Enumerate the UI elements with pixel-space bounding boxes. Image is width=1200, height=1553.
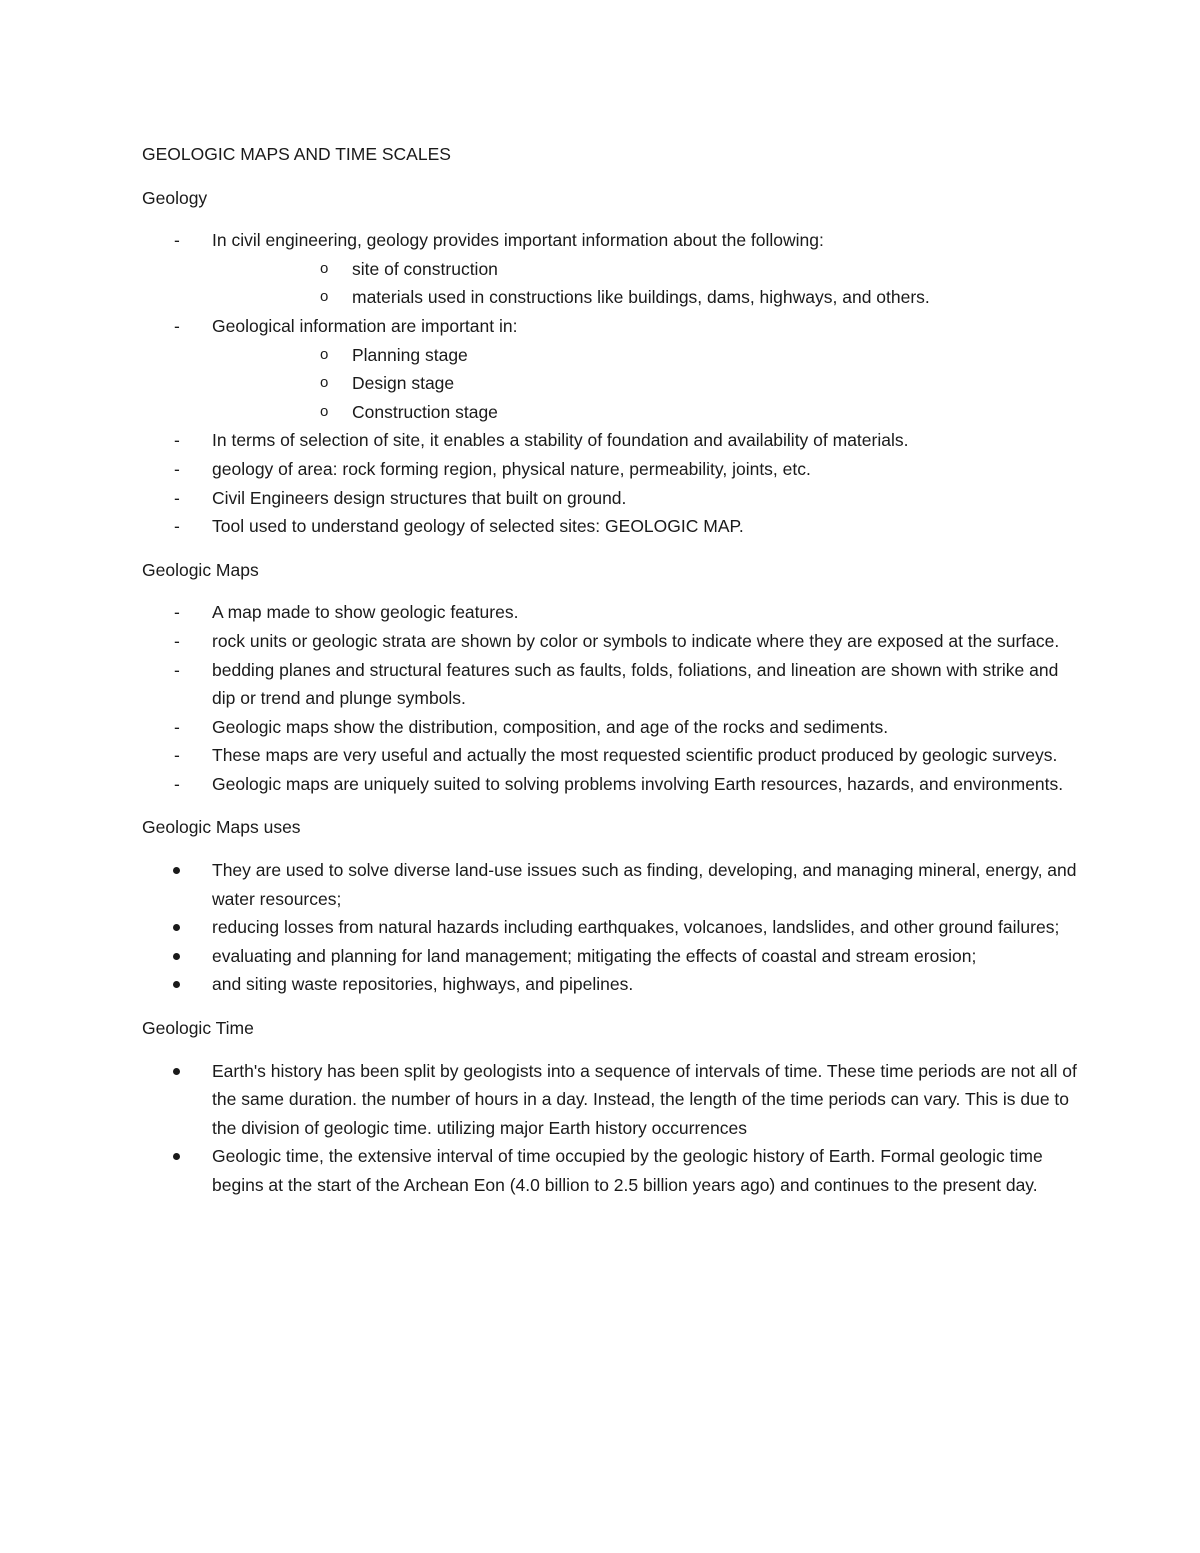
list-item-text: geology of area: rock forming region, physical nature, permeability, joints, etc.	[212, 458, 811, 479]
list-item-text: reducing losses from natural hazards including earthquakes, volcanoes, landslides, and other ground failures;	[212, 917, 1060, 938]
list-item-text: Earth's history has been split by geologists into a sequence of intervals of time. These time periods are not all of the same duration. the number of hours in a day. Instead, the length of the time periods can vary. This is due to the division of geologic time. utilizing major Earth history occurrences	[212, 1060, 1077, 1138]
dash-marker: -	[174, 430, 180, 451]
document-page	[142, 140, 1082, 1200]
list-item	[142, 226, 1082, 312]
bullet-icon	[173, 867, 180, 874]
geologic-maps-list	[142, 598, 1082, 798]
list-item-text: Tool used to understand geology of selected sites: GEOLOGIC MAP.	[212, 516, 744, 537]
list-item	[142, 598, 1082, 627]
circle-marker: o	[320, 345, 329, 363]
list-item	[142, 455, 1082, 484]
list-item	[142, 627, 1082, 656]
bullet-icon	[173, 981, 180, 988]
section-heading-geology: Geology	[142, 187, 208, 208]
sub-list	[212, 255, 1082, 312]
dash-marker: -	[174, 315, 180, 336]
sub-list-item	[212, 369, 1082, 398]
list-item-text: These maps are very useful and actually the most requested scientific product produced by geologic surveys.	[212, 745, 1058, 766]
list-item-text: bedding planes and structural features such as faults, folds, foliations, and lineation are shown with strike and dip or trend and plunge symbols.	[212, 659, 1059, 709]
dash-marker: -	[174, 745, 180, 766]
list-item-text: In terms of selection of site, it enables a stability of foundation and availability of materials.	[212, 430, 909, 451]
circle-marker: o	[320, 374, 329, 392]
list-item	[142, 1142, 1082, 1199]
list-item-text: Geologic time, the extensive interval of time occupied by the geologic history of Earth. Formal geologic time begins at the start of the Archean Eon (4.0 billion to 2.5 billion years ago) and continues to the present day.	[212, 1146, 1043, 1195]
sub-list-item-text: Construction stage	[352, 401, 498, 422]
dash-marker: -	[174, 487, 180, 508]
list-item-text: Geologic maps are uniquely suited to solving problems involving Earth resources, hazards, and environments.	[212, 773, 1064, 794]
circle-marker: o	[320, 402, 329, 420]
sub-list-item	[212, 255, 1082, 284]
list-item-text: Civil Engineers design structures that built on ground.	[212, 487, 627, 508]
sub-list-item	[212, 341, 1082, 370]
sub-list-item-text: Planning stage	[352, 344, 468, 365]
list-item	[142, 913, 1082, 942]
list-item	[142, 942, 1082, 971]
section-heading-geologic-maps-uses: Geologic Maps uses	[142, 817, 301, 838]
list-item	[142, 426, 1082, 455]
section-heading-geologic-time: Geologic Time	[142, 1018, 254, 1039]
geologic-maps-uses-list	[142, 856, 1082, 999]
bullet-icon	[173, 924, 180, 931]
bullet-icon	[173, 1068, 180, 1075]
list-item-text: In civil engineering, geology provides important information about the following:	[212, 230, 824, 251]
list-item	[142, 770, 1082, 799]
dash-marker: -	[174, 602, 180, 623]
sub-list-item-text: site of construction	[352, 258, 498, 279]
sub-list-item-text: materials used in constructions like buildings, dams, highways, and others.	[352, 287, 930, 308]
list-item-text: and siting waste repositories, highways, and pipelines.	[212, 974, 634, 995]
list-item	[142, 1057, 1082, 1143]
list-item-text: evaluating and planning for land management; mitigating the effects of coastal and stream erosion;	[212, 945, 977, 966]
list-item	[142, 741, 1082, 770]
geology-list	[142, 226, 1082, 541]
list-item-text: rock units or geologic strata are shown by color or symbols to indicate where they are exposed at the surface.	[212, 630, 1060, 651]
geologic-time-list	[142, 1057, 1082, 1200]
sub-list-item	[212, 398, 1082, 427]
list-item	[142, 713, 1082, 742]
section-heading-geologic-maps: Geologic Maps	[142, 559, 259, 580]
list-item	[142, 656, 1082, 713]
document-title: GEOLOGIC MAPS AND TIME SCALES	[142, 144, 451, 164]
list-item-text: Geological information are important in:	[212, 315, 518, 336]
list-item	[142, 512, 1082, 541]
circle-marker: o	[320, 288, 329, 306]
sub-list-item-text: Design stage	[352, 373, 455, 394]
bullet-icon	[173, 953, 180, 960]
dash-marker: -	[174, 230, 180, 251]
dash-marker: -	[174, 458, 180, 479]
list-item-text: They are used to solve diverse land-use issues such as finding, developing, and managing mineral, energy, and water resources;	[212, 860, 1077, 909]
list-item	[142, 312, 1082, 426]
list-item	[142, 856, 1082, 913]
dash-marker: -	[174, 516, 180, 537]
bullet-icon	[173, 1153, 180, 1160]
circle-marker: o	[320, 259, 329, 277]
dash-marker: -	[174, 716, 180, 737]
dash-marker: -	[174, 630, 180, 651]
dash-marker: -	[174, 773, 180, 794]
list-item	[142, 484, 1082, 513]
list-item-text: Geologic maps show the distribution, composition, and age of the rocks and sediments.	[212, 716, 889, 737]
sub-list-item	[212, 283, 1082, 312]
sub-list	[212, 341, 1082, 427]
list-item-text: A map made to show geologic features.	[212, 602, 519, 623]
dash-marker: -	[174, 659, 180, 680]
list-item	[142, 970, 1082, 999]
